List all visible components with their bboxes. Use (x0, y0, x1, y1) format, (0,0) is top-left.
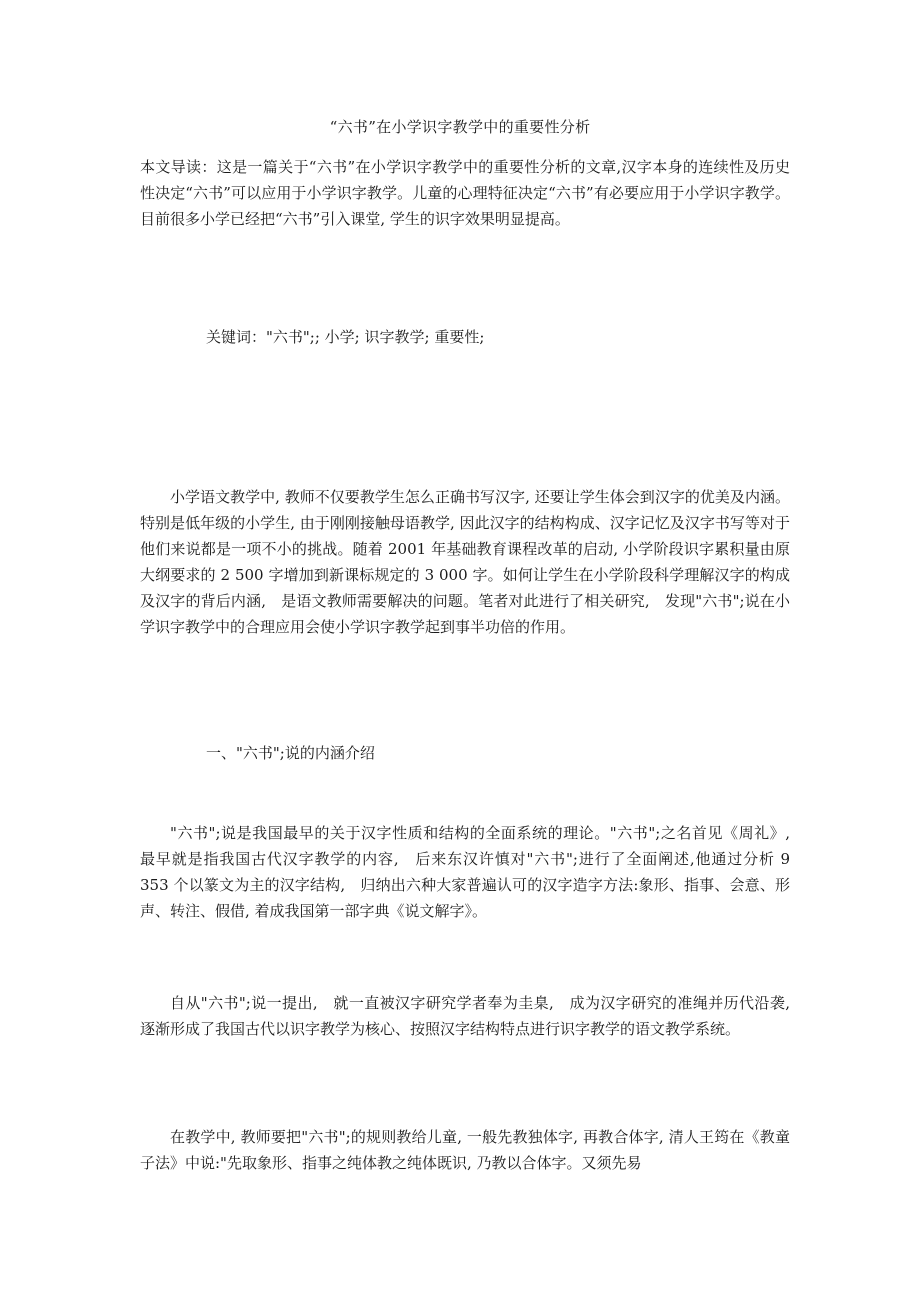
body-paragraph-1: 小学语文教学中, 教师不仅要教学生怎么正确书写汉字, 还要让学生体会到汉字的优美及内涵。特别是低年级的小学生, 由于刚刚接触母语教学, 因此汉字的结构构成、汉字记忆及汉字书写等对于他们来说都是一项不小的挑战。随着 2001 年基础教育课程改革的启动, 小学阶段识字累积量由原大纲要求的 2 500 字增加到新课标规定的 3 000 字。如何让学生在小学阶段科学理解汉字的构成及汉字的背后内涵, 是语文教师需要解决的问题。笔者对此进行了相关研究, 发现"六书";说在小学识字教学中的合理应用会使小学识字教学起到事半功倍的作用。 (140, 488, 790, 636)
body-paragraph-3: 自从"六书";说一提出, 就一直被汉字研究学者奉为圭臬, 成为汉字研究的准绳并历代沿袭, 逐渐形成了我国古代以识字教学为核心、按照汉字结构特点进行识字教学的语文教学系统。 (140, 994, 806, 1038)
keywords-line: 关键词："六书";; 小学; 识字教学; 重要性; (206, 328, 485, 346)
body-paragraph-4: 在教学中, 教师要把"六书";的规则教给儿童, 一般先教独体字, 再教合体字, 清人王筠在《教童子法》中说:"先取象形、指事之纯体教之纯体既识, 乃教以合体字。又须先易 (140, 1128, 790, 1172)
section-heading-1: 一、"六书";说的内涵介绍 (206, 744, 375, 762)
document-title: “六书”在小学识字教学中的重要性分析 (329, 118, 591, 136)
body-paragraph-2: "六书";说是我国最早的关于汉字性质和结构的全面系统的理论。"六书";之名首见《周礼》, 最早就是指我国古代汉字教学的内容, 后来东汉许慎对"六书";进行了全面阐述,他通过分析 9 353 个以篆文为主的汉字结构, 归纳出六种大家普遍认可的汉字造字方法:象形、指事、会意、形声、转注、假借, 着成我国第一部字典《说文解字》。 (140, 824, 806, 920)
intro-paragraph: 本文导读：这是一篇关于“六书”在小学识字教学中的重要性分析的文章,汉字本身的连续性及历史性决定“六书”可以应用于小学识字教学。儿童的心理特征决定“六书”有必要应用于小学识字教学。目前很多小学已经把“六书”引入课堂, 学生的识字效果明显提高。 (140, 158, 790, 228)
